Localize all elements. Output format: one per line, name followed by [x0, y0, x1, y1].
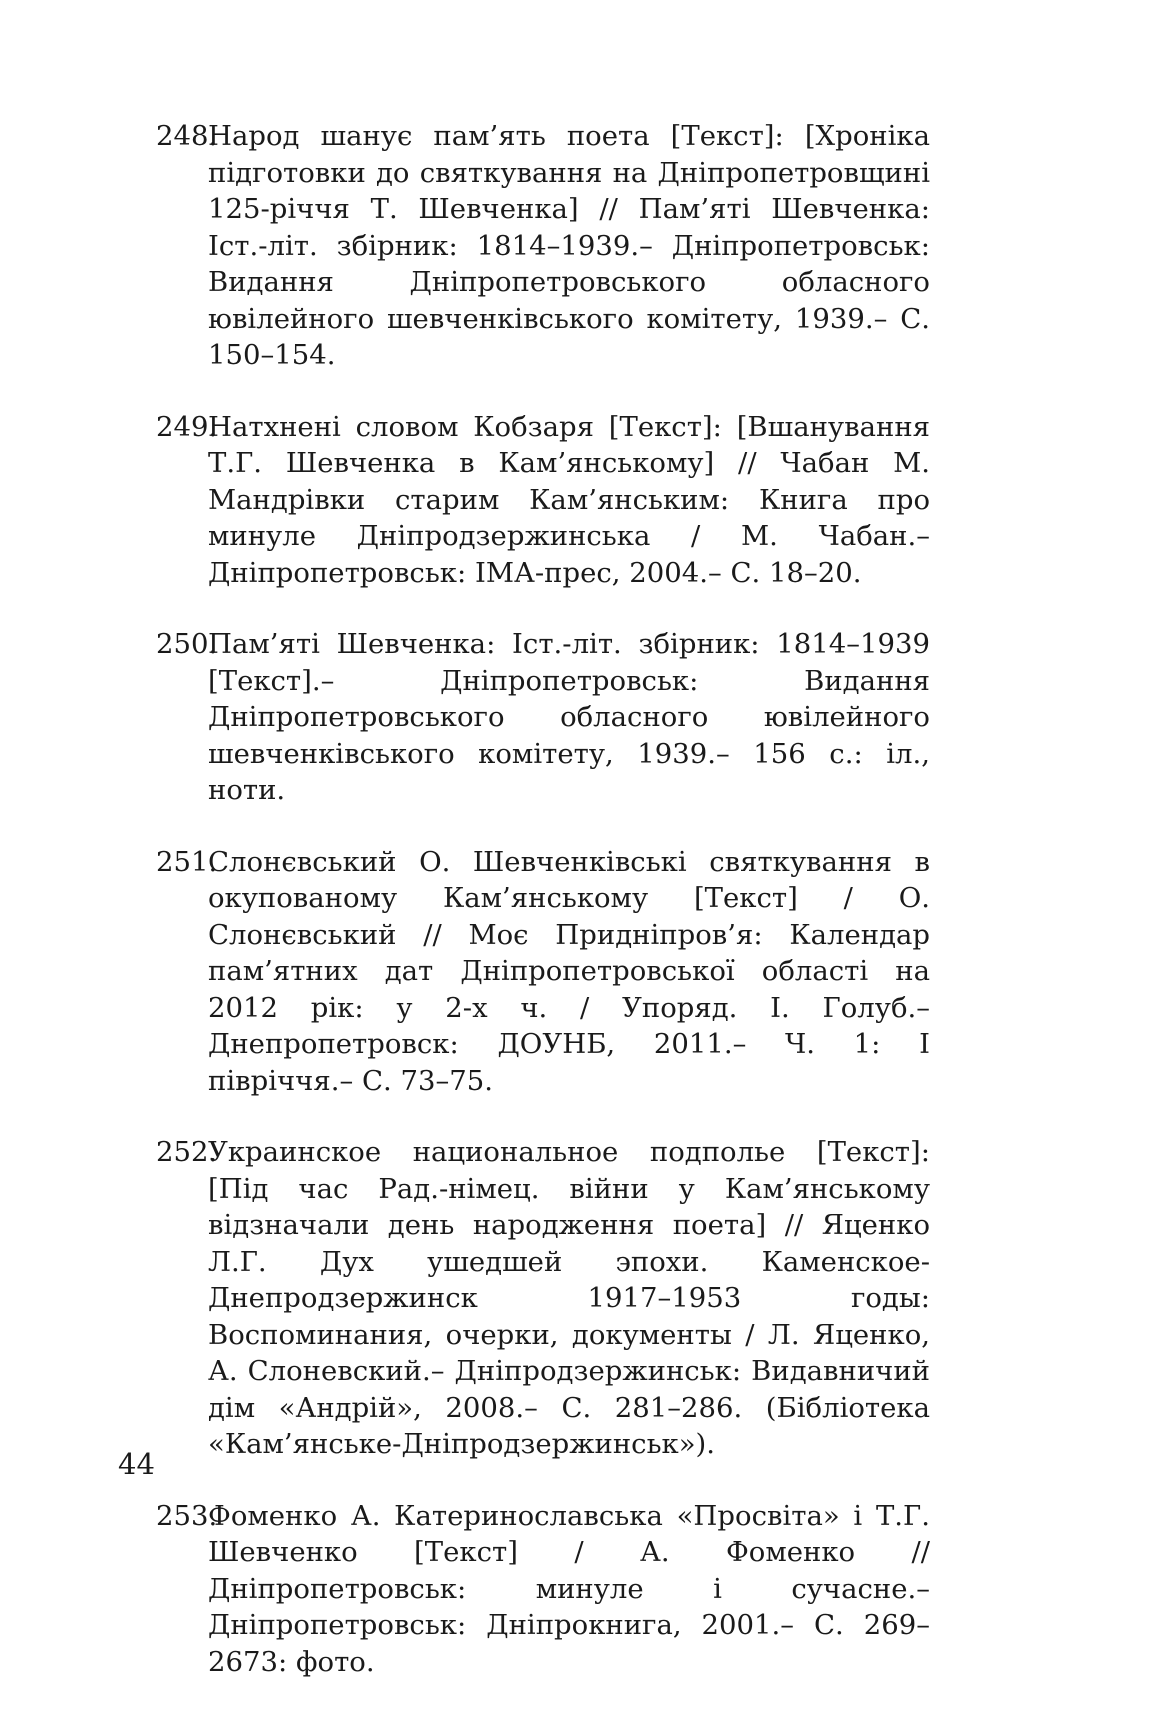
entry-text: Пам’яті Шевченка: Іст.-літ. збірник: 1814–1939 [Текст].– Дніпропетровськ: Видання Дніпропетровського обласного ювілейного шевченківського комітету, 1939.– 156 с.: іл., ноти. [208, 628, 930, 806]
bibliography-entry-248 [156, 118, 930, 374]
bibliography-entry-250 [156, 626, 930, 809]
entry-text: Народ шанує пам’ять поета [Текст]: [Хроніка підготовки до святкування на Дніпропетровщині 125-річчя Т. Шевченка] // Пам’яті Шевченка: Іст.-літ. збірник: 1814–1939.– Дніпропетровськ: Видання Дніпропетровського обласного ювілейного шевченківського комітету, 1939.– С. 150–154. [208, 120, 930, 371]
entry-text: Фоменко А. Катеринославська «Просвіта» і Т.Г. Шевченко [Текст] / А. Фоменко // Дніпропетровськ: минуле і сучасне.– Дніпропетровськ: Дніпрокнига, 2001.– С. 269–2673: фото. [208, 1499, 930, 1678]
page-number: 44 [118, 1447, 155, 1481]
bibliography-entry-253 [156, 1498, 930, 1681]
bibliography-list [156, 118, 930, 1715]
bibliography-entry-249 [156, 409, 930, 592]
entry-text: Слонєвський О. Шевченківські святкування в окупованому Кам’янському [Текст] / О. Слонєвський // Моє Придніпров’я: Календар пам’ятних дат Дніпропетровської області на 2012 рік: у 2-х ч. / Упоряд. І. Голуб.– Днепропетровск: ДОУНБ, 2011.– Ч. 1: І півріччя.– С. 73–75. [208, 845, 930, 1097]
entry-text: Украинское национальное подполье [Текст]: [Під час Рад.-німец. війни у Кам’янському відзначали день народження поета] // Яценко Л.Г. Дух ушедшей эпохи. Каменское-Днепродзержинск 1917–1953 годы: Воспоминания, очерки, документы / Л. Яценко, А. Слоневский.– Дніпродзержинськ: Видавничий дім «Андрій», 2008.– С. 281–286. (Бібліотека «Кам’янське-Дніпродзержинськ»). [208, 1136, 930, 1460]
entry-number: 249. [156, 410, 218, 443]
entry-number: 250. [156, 628, 218, 660]
entry-number: 251. [156, 845, 218, 878]
bibliography-entry-251 [156, 844, 930, 1100]
entry-number: 253. [156, 1499, 218, 1532]
bibliography-entry-252 [156, 1134, 930, 1463]
entry-text: Натхнені словом Кобзаря [Текст]: [Вшанування Т.Г. Шевченка в Кам’янському] // Чабан М. Мандрівки старим Кам’янським: Книга про минуле Дніпродзержинська / М. Чабан.– Дніпропетровськ: ІМА-прес, 2004.– С. 18–20. [208, 410, 930, 589]
entry-number: 252. [156, 1136, 218, 1168]
entry-number: 248. [156, 120, 218, 152]
